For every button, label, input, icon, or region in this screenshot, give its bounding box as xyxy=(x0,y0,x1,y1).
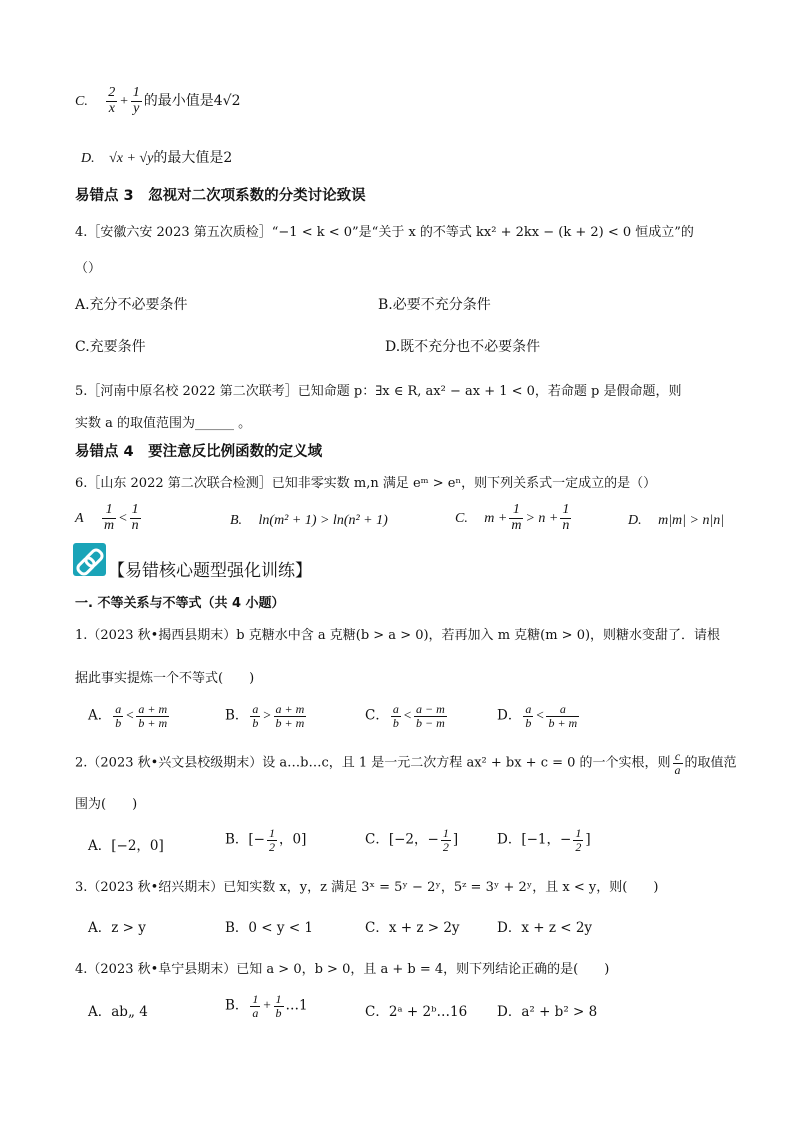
top-option-c: C. $\frac{2}{x}$ + $\frac{1}{y}$ 的最小值是4√2 xyxy=(75,85,241,116)
question-3-option-b: B．0 < y < 1 xyxy=(225,920,314,936)
question-4-top-option-d: D.既不充分也不必要条件 xyxy=(385,339,541,355)
question-1-option-c: C． $\frac{a}{b}$ < $\frac{a - m}{b - m}$ xyxy=(365,702,445,730)
question-3-option-d: D．x + z < 2y xyxy=(497,920,593,936)
link-icon xyxy=(73,543,106,576)
question-4-top-line2: （） xyxy=(75,261,102,276)
question-2-option-d: D．[−1，− $\frac{1}{2}$ ] xyxy=(497,826,591,854)
fraction: $\frac{1}{n}$ xyxy=(131,502,139,533)
question-1-option-d: D． $\frac{a}{b}$ < $\frac{a}{b + m}$ xyxy=(497,702,578,730)
option-text: 的最大值是2 xyxy=(153,150,233,166)
error-point-3-title: 易错点 3 忽视对二次项系数的分类讨论致误 xyxy=(75,188,366,204)
training-subtitle: 一. 不等关系与不等式（共 4 小题） xyxy=(75,596,285,611)
question-2-option-b: B．[− $\frac{1}{2}$ ，0] xyxy=(225,826,307,854)
question-4-top-option-a: A.充分不必要条件 xyxy=(75,297,188,313)
option-expr: √x + √y xyxy=(109,151,154,166)
error-point-4-title: 易错点 4 要注意反比例函数的定义域 xyxy=(75,444,323,460)
question-4-line1: 4.（2023 秋•阜宁县期末）已知 a > 0，b > 0，且 a + b = 4，则下列结论正确的是( ) xyxy=(75,962,610,977)
question-4-top-option-b: B.必要不充分条件 xyxy=(378,297,491,313)
question-4-option-c: C．2ᵃ + 2ᵇ…16 xyxy=(365,1004,468,1020)
training-title: 【易错核心题型强化训练】 xyxy=(108,561,312,581)
question-2-option-c: C．[−2，− $\frac{1}{2}$ ] xyxy=(365,826,459,854)
question-6-top-option-d: D. m|m| > n|n| xyxy=(628,513,725,528)
question-4-option-a: A．ab„ 4 xyxy=(88,1004,148,1020)
question-2-line1: 2.（2023 秋•兴文县校级期末）设 a…b…c，且 1 是一元二次方程 ax² + bx + c = 0 的一个实根，则 $\frac{c}{a}$ 的取值范 xyxy=(75,749,737,777)
question-3-line1: 3.（2023 秋•绍兴期末）已知实数 x，y，z 满足 3ˣ = 5ʸ − 2ʸ，5ᶻ = 3ʸ + 2ʸ，且 x < y，则( ) xyxy=(75,880,659,895)
question-4-option-b: B． $\frac{1}{a}$ + $\frac{1}{b}$ …1 xyxy=(225,992,308,1020)
question-5-top-line1: 5.［河南中原名校 2022 第二次联考］已知命题 p：∃x ∈ R, ax² − ax + 1 < 0，若命题 p 是假命题，则 xyxy=(75,384,682,399)
top-option-d xyxy=(81,147,232,167)
question-5-top-line2: 实数 a 的取值范围为______ 。 xyxy=(75,416,252,431)
question-2-line2: 围为( ) xyxy=(75,797,138,812)
question-6-top-line1: 6.［山东 2022 第二次联合检测］已知非零实数 m,n 满足 eᵐ > eⁿ，则下列关系式一定成立的是（） xyxy=(75,476,657,491)
question-4-top-line1: 4.［安徽六安 2023 第五次质检］“−1 < k < 0”是“关于 x 的不等式 kx² + 2kx − (k + 2) < 0 恒成立”的 xyxy=(75,225,694,240)
fraction: $\frac{1}{n}$ xyxy=(562,502,570,533)
fraction: $\frac{1}{y}$ xyxy=(132,85,140,116)
question-2-option-a: A．[−2，0] xyxy=(88,838,164,854)
question-1-line2: 据此事实提炼一个不等式( ) xyxy=(75,671,255,686)
fraction: $\frac{1}{m}$ xyxy=(104,502,115,533)
question-1-option-a: A． $\frac{a}{b}$ < $\frac{a + m}{b + m}$ xyxy=(88,702,168,730)
question-1-line1: 1.（2023 秋•揭西县期末）b 克糖水中含 a 克糖(b > a > 0)，若再加入 m 克糖(m > 0)，则糖水变甜了．请根 xyxy=(75,628,721,643)
option-label: C. xyxy=(75,94,88,110)
option-label: D. xyxy=(81,151,95,166)
question-3-option-c: C．x + z > 2y xyxy=(365,920,460,936)
question-6-top-option-b: B. ln(m² + 1) > ln(n² + 1) xyxy=(230,513,388,528)
fraction: $\frac{2}{x}$ xyxy=(108,85,116,116)
question-4-top-option-c: C.充要条件 xyxy=(75,339,146,355)
question-6-top-option-c: C. m + $\frac{1}{m}$ > n + $\frac{1}{n}$ xyxy=(455,502,570,533)
question-1-option-b: B． $\frac{a}{b}$ > $\frac{a + m}{b + m}$ xyxy=(225,702,305,730)
question-3-option-a: A．z > y xyxy=(88,920,146,936)
fraction: $\frac{1}{m}$ xyxy=(511,502,522,533)
question-6-top-option-a: A $\frac{1}{m}$ < $\frac{1}{n}$ xyxy=(75,502,139,533)
question-4-option-d: D．a² + b² > 8 xyxy=(497,1004,598,1020)
option-text: 的最小值是4√2 xyxy=(143,93,241,110)
